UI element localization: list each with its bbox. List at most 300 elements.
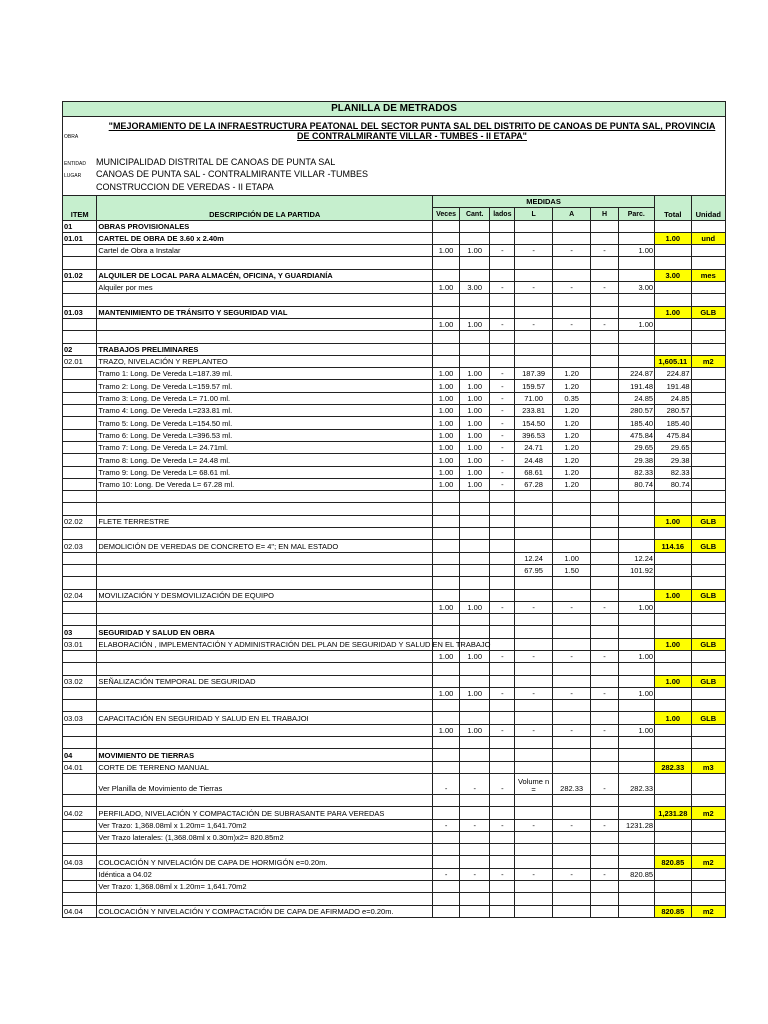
row-h bbox=[591, 700, 618, 712]
row-l: - bbox=[515, 601, 553, 613]
row-a: - bbox=[552, 868, 591, 880]
row-l bbox=[515, 355, 553, 367]
row-veces bbox=[433, 761, 460, 773]
row-l bbox=[515, 503, 553, 515]
row-unidad bbox=[691, 331, 725, 343]
row-lados: - bbox=[490, 282, 515, 294]
row-description: COLOCACIÓN Y NIVELACIÓN DE CAPA DE HORMIGÓN e=0.20m. bbox=[97, 856, 433, 868]
table-row bbox=[63, 650, 726, 662]
row-cant bbox=[460, 269, 490, 281]
row-parc: 1.00 bbox=[618, 724, 655, 736]
row-l bbox=[515, 626, 553, 638]
row-description bbox=[97, 528, 433, 540]
row-parc bbox=[618, 856, 655, 868]
row-cant bbox=[460, 491, 490, 503]
row-l bbox=[515, 712, 553, 724]
row-item: 03.01 bbox=[63, 638, 97, 650]
row-a bbox=[552, 614, 591, 626]
row-lados bbox=[490, 794, 515, 806]
row-parc bbox=[618, 712, 655, 724]
row-a bbox=[552, 700, 591, 712]
row-a bbox=[552, 294, 591, 306]
obra-name: "MEJORAMIENTO DE LA INFRAESTRUCTURA PEATONAL DEL SECTOR PUNTA SAL DEL DISTRITO DE CANOAS DE PUNTA SAL, PROVINCIA DE CONTRALMIRANTE VILLAR - TUMBES - II ETAPA" bbox=[108, 121, 716, 141]
row-description: Idéntica a 04.02 bbox=[97, 868, 433, 880]
row-h bbox=[591, 807, 618, 819]
row-total bbox=[655, 614, 691, 626]
row-parc: 82.33 bbox=[618, 466, 655, 478]
row-description bbox=[97, 318, 433, 330]
row-parc bbox=[618, 220, 655, 232]
row-a: - bbox=[552, 724, 591, 736]
row-description: TRAZO, NIVELACIÓN Y REPLANTEO bbox=[97, 355, 433, 367]
row-h bbox=[591, 466, 618, 478]
row-parc bbox=[618, 343, 655, 355]
row-total bbox=[655, 626, 691, 638]
row-l: 159.57 bbox=[515, 380, 553, 392]
row-h bbox=[591, 614, 618, 626]
row-h bbox=[591, 528, 618, 540]
row-cant: 1.00 bbox=[460, 441, 490, 453]
row-unidad bbox=[691, 466, 725, 478]
row-a: - bbox=[552, 245, 591, 257]
row-parc bbox=[618, 589, 655, 601]
row-l bbox=[515, 614, 553, 626]
row-lados: - bbox=[490, 429, 515, 441]
row-h bbox=[591, 392, 618, 404]
row-l bbox=[515, 577, 553, 589]
row-h: - bbox=[591, 318, 618, 330]
table-row bbox=[63, 405, 726, 417]
row-description bbox=[97, 737, 433, 749]
header-l: L bbox=[515, 208, 553, 220]
row-lados bbox=[490, 220, 515, 232]
row-parc bbox=[618, 232, 655, 244]
table-body bbox=[63, 220, 726, 917]
row-description bbox=[97, 844, 433, 856]
row-l bbox=[515, 749, 553, 761]
info-block bbox=[62, 155, 726, 195]
table-row bbox=[63, 417, 726, 429]
row-lados bbox=[490, 331, 515, 343]
row-a bbox=[552, 675, 591, 687]
row-total: 82.33 bbox=[655, 466, 691, 478]
row-lados: - bbox=[490, 441, 515, 453]
row-item bbox=[63, 552, 97, 564]
row-h bbox=[591, 355, 618, 367]
row-cant: 1.00 bbox=[460, 478, 490, 490]
row-h bbox=[591, 675, 618, 687]
row-unidad bbox=[691, 392, 725, 404]
row-parc bbox=[618, 294, 655, 306]
row-total bbox=[655, 318, 691, 330]
row-total bbox=[655, 724, 691, 736]
row-parc: 12.24 bbox=[618, 552, 655, 564]
row-veces bbox=[433, 257, 460, 269]
row-l: - bbox=[515, 318, 553, 330]
row-item bbox=[63, 429, 97, 441]
row-h bbox=[591, 306, 618, 318]
row-lados bbox=[490, 491, 515, 503]
row-total bbox=[655, 343, 691, 355]
row-h: - bbox=[591, 601, 618, 613]
row-l: 396.53 bbox=[515, 429, 553, 441]
row-a bbox=[552, 528, 591, 540]
row-l: 71.00 bbox=[515, 392, 553, 404]
row-l: 12.24 bbox=[515, 552, 553, 564]
row-parc bbox=[618, 831, 655, 843]
row-cant bbox=[460, 700, 490, 712]
row-a: 1.20 bbox=[552, 405, 591, 417]
row-total bbox=[655, 663, 691, 675]
row-lados bbox=[490, 856, 515, 868]
row-h bbox=[591, 269, 618, 281]
row-cant: 1.00 bbox=[460, 466, 490, 478]
table-row bbox=[63, 478, 726, 490]
row-l: 24.71 bbox=[515, 441, 553, 453]
header-h: H bbox=[591, 208, 618, 220]
row-l: 154.50 bbox=[515, 417, 553, 429]
lugar-value: CANOAS DE PUNTA SAL - CONTRALMIRANTE VILLAR -TUMBES bbox=[96, 169, 369, 179]
row-unidad bbox=[691, 441, 725, 453]
row-h bbox=[591, 429, 618, 441]
row-veces bbox=[433, 893, 460, 905]
row-description bbox=[97, 331, 433, 343]
row-unidad bbox=[691, 528, 725, 540]
row-veces: 1.00 bbox=[433, 687, 460, 699]
row-lados: - bbox=[490, 478, 515, 490]
row-veces bbox=[433, 552, 460, 564]
row-parc: 29.65 bbox=[618, 441, 655, 453]
row-cant bbox=[460, 220, 490, 232]
table-row bbox=[63, 794, 726, 806]
row-parc: 1.00 bbox=[618, 318, 655, 330]
row-a: 1.20 bbox=[552, 429, 591, 441]
row-veces bbox=[433, 528, 460, 540]
row-l bbox=[515, 269, 553, 281]
row-description bbox=[97, 700, 433, 712]
row-l: - bbox=[515, 650, 553, 662]
row-veces bbox=[433, 515, 460, 527]
construccion-row bbox=[63, 181, 725, 193]
row-description: SEGURIDAD Y SALUD EN OBRA bbox=[97, 626, 433, 638]
row-lados bbox=[490, 355, 515, 367]
row-h bbox=[591, 761, 618, 773]
row-a: 0.35 bbox=[552, 392, 591, 404]
row-cant: - bbox=[460, 868, 490, 880]
row-item: 04.01 bbox=[63, 761, 97, 773]
row-description: CARTEL DE OBRA DE 3.60 x 2.40m bbox=[97, 232, 433, 244]
row-a bbox=[552, 893, 591, 905]
row-veces bbox=[433, 905, 460, 917]
row-item bbox=[63, 893, 97, 905]
row-item bbox=[63, 257, 97, 269]
row-parc: 1.00 bbox=[618, 687, 655, 699]
row-parc bbox=[618, 749, 655, 761]
entidad-row bbox=[63, 156, 725, 168]
row-l bbox=[515, 831, 553, 843]
row-h bbox=[591, 503, 618, 515]
row-veces bbox=[433, 564, 460, 576]
row-parc bbox=[618, 528, 655, 540]
row-h bbox=[591, 491, 618, 503]
row-total bbox=[655, 881, 691, 893]
row-parc bbox=[618, 577, 655, 589]
header-row-1 bbox=[63, 196, 726, 208]
row-total bbox=[655, 831, 691, 843]
row-unidad bbox=[691, 564, 725, 576]
row-l: 68.61 bbox=[515, 466, 553, 478]
row-item bbox=[63, 737, 97, 749]
row-veces: - bbox=[433, 773, 460, 794]
row-parc bbox=[618, 844, 655, 856]
table-row bbox=[63, 306, 726, 318]
row-total bbox=[655, 245, 691, 257]
row-cant bbox=[460, 306, 490, 318]
row-total: 1.00 bbox=[655, 589, 691, 601]
row-l: - bbox=[515, 687, 553, 699]
row-h: - bbox=[591, 687, 618, 699]
row-l bbox=[515, 856, 553, 868]
table-row bbox=[63, 761, 726, 773]
row-h bbox=[591, 638, 618, 650]
table-row bbox=[63, 601, 726, 613]
row-unidad bbox=[691, 368, 725, 380]
row-l bbox=[515, 700, 553, 712]
row-lados: - bbox=[490, 392, 515, 404]
table-row bbox=[63, 454, 726, 466]
row-total: 1,605.11 bbox=[655, 355, 691, 367]
row-unidad bbox=[691, 773, 725, 794]
row-item bbox=[63, 881, 97, 893]
row-cant bbox=[460, 614, 490, 626]
row-l bbox=[515, 761, 553, 773]
row-item: 02 bbox=[63, 343, 97, 355]
row-h bbox=[591, 454, 618, 466]
metrados-sheet bbox=[62, 101, 726, 918]
row-total: 191.48 bbox=[655, 380, 691, 392]
row-description: Tramo 7: Long. De Vereda L= 24.71ml. bbox=[97, 441, 433, 453]
row-veces bbox=[433, 491, 460, 503]
row-veces: 1.00 bbox=[433, 417, 460, 429]
row-lados bbox=[490, 700, 515, 712]
row-cant: 1.00 bbox=[460, 687, 490, 699]
row-veces bbox=[433, 355, 460, 367]
row-l: - bbox=[515, 819, 553, 831]
row-cant bbox=[460, 663, 490, 675]
row-a bbox=[552, 737, 591, 749]
table-row bbox=[63, 614, 726, 626]
row-parc bbox=[618, 737, 655, 749]
row-item: 01.01 bbox=[63, 232, 97, 244]
row-parc: 282.33 bbox=[618, 773, 655, 794]
row-cant: 1.00 bbox=[460, 405, 490, 417]
row-total: 1,231.28 bbox=[655, 807, 691, 819]
row-cant bbox=[460, 343, 490, 355]
row-unidad bbox=[691, 380, 725, 392]
row-l bbox=[515, 737, 553, 749]
row-l bbox=[515, 893, 553, 905]
row-h bbox=[591, 589, 618, 601]
row-description bbox=[97, 577, 433, 589]
row-a: 1.20 bbox=[552, 417, 591, 429]
row-unidad bbox=[691, 650, 725, 662]
row-a bbox=[552, 343, 591, 355]
row-l bbox=[515, 220, 553, 232]
row-l bbox=[515, 232, 553, 244]
row-parc: 1.00 bbox=[618, 650, 655, 662]
row-description: PERFILADO, NIVELACIÓN Y COMPACTACIÓN DE SUBRASANTE PARA VEREDAS bbox=[97, 807, 433, 819]
row-a bbox=[552, 663, 591, 675]
row-unidad bbox=[691, 503, 725, 515]
table-row bbox=[63, 466, 726, 478]
row-a: - bbox=[552, 687, 591, 699]
row-cant bbox=[460, 331, 490, 343]
row-veces bbox=[433, 831, 460, 843]
row-unidad: GLB bbox=[691, 515, 725, 527]
table-row bbox=[63, 675, 726, 687]
row-cant bbox=[460, 831, 490, 843]
row-h bbox=[591, 441, 618, 453]
table-row bbox=[63, 589, 726, 601]
row-unidad bbox=[691, 318, 725, 330]
row-h bbox=[591, 737, 618, 749]
row-total: 1.00 bbox=[655, 232, 691, 244]
row-item: 03.02 bbox=[63, 675, 97, 687]
row-a bbox=[552, 749, 591, 761]
row-description bbox=[97, 491, 433, 503]
table-row bbox=[63, 540, 726, 552]
row-cant bbox=[460, 577, 490, 589]
row-item bbox=[63, 601, 97, 613]
row-unidad bbox=[691, 245, 725, 257]
row-cant bbox=[460, 294, 490, 306]
row-h bbox=[591, 405, 618, 417]
row-item bbox=[63, 794, 97, 806]
row-a bbox=[552, 577, 591, 589]
row-veces: 1.00 bbox=[433, 405, 460, 417]
row-unidad: GLB bbox=[691, 638, 725, 650]
table-row bbox=[63, 773, 726, 794]
row-parc bbox=[618, 881, 655, 893]
row-a: 1.00 bbox=[552, 552, 591, 564]
row-parc: 475.84 bbox=[618, 429, 655, 441]
row-cant bbox=[460, 503, 490, 515]
row-unidad bbox=[691, 491, 725, 503]
row-description: MOVIMIENTO DE TIERRAS bbox=[97, 749, 433, 761]
row-description: Ver Trazo: 1,368.08ml x 1.20m= 1,641.70m2 bbox=[97, 819, 433, 831]
row-h bbox=[591, 626, 618, 638]
row-veces bbox=[433, 614, 460, 626]
row-a bbox=[552, 220, 591, 232]
row-total bbox=[655, 220, 691, 232]
row-a: 1.50 bbox=[552, 564, 591, 576]
row-description: DEMOLICIÓN DE VEREDAS DE CONCRETO E= 4"; EN MAL ESTADO bbox=[97, 540, 433, 552]
row-veces bbox=[433, 794, 460, 806]
row-description: MANTENIMIENTO DE TRÁNSITO Y SEGURIDAD VIAL bbox=[97, 306, 433, 318]
row-unidad: GLB bbox=[691, 712, 725, 724]
row-parc bbox=[618, 638, 655, 650]
row-unidad bbox=[691, 417, 725, 429]
row-total bbox=[655, 773, 691, 794]
row-lados bbox=[490, 503, 515, 515]
row-total: 224.87 bbox=[655, 368, 691, 380]
row-total bbox=[655, 577, 691, 589]
row-a bbox=[552, 712, 591, 724]
row-h bbox=[591, 552, 618, 564]
row-veces bbox=[433, 331, 460, 343]
row-unidad bbox=[691, 405, 725, 417]
row-total bbox=[655, 294, 691, 306]
row-lados bbox=[490, 232, 515, 244]
row-lados: - bbox=[490, 466, 515, 478]
entidad-label: ENTIDAD bbox=[64, 161, 86, 167]
row-l: 67.95 bbox=[515, 564, 553, 576]
row-parc bbox=[618, 331, 655, 343]
row-parc: 1231.28 bbox=[618, 819, 655, 831]
row-a bbox=[552, 794, 591, 806]
row-veces: 1.00 bbox=[433, 478, 460, 490]
row-unidad bbox=[691, 552, 725, 564]
table-row bbox=[63, 318, 726, 330]
row-total bbox=[655, 650, 691, 662]
table-row bbox=[63, 528, 726, 540]
row-item bbox=[63, 294, 97, 306]
row-lados: - bbox=[490, 417, 515, 429]
row-a: - bbox=[552, 819, 591, 831]
row-veces: 1.00 bbox=[433, 466, 460, 478]
row-a: - bbox=[552, 282, 591, 294]
row-veces bbox=[433, 503, 460, 515]
row-description: MOVILIZACIÓN Y DESMOVILIZACIÓN DE EQUIPO bbox=[97, 589, 433, 601]
row-description: Tramo 4: Long. De Vereda L=233.81 ml. bbox=[97, 405, 433, 417]
table-row bbox=[63, 663, 726, 675]
row-a bbox=[552, 881, 591, 893]
row-lados bbox=[490, 626, 515, 638]
row-veces bbox=[433, 232, 460, 244]
row-total bbox=[655, 564, 691, 576]
row-total bbox=[655, 257, 691, 269]
row-parc bbox=[618, 626, 655, 638]
row-h bbox=[591, 478, 618, 490]
row-item bbox=[63, 724, 97, 736]
row-total: 1.00 bbox=[655, 675, 691, 687]
row-l bbox=[515, 844, 553, 856]
row-total: 29.38 bbox=[655, 454, 691, 466]
row-l: 24.48 bbox=[515, 454, 553, 466]
row-a bbox=[552, 831, 591, 843]
row-l bbox=[515, 540, 553, 552]
row-l bbox=[515, 331, 553, 343]
table-row bbox=[63, 807, 726, 819]
header-medidas: MEDIDAS bbox=[433, 196, 655, 208]
row-unidad bbox=[691, 844, 725, 856]
row-cant bbox=[460, 528, 490, 540]
row-parc bbox=[618, 491, 655, 503]
row-unidad: m3 bbox=[691, 761, 725, 773]
row-cant: 1.00 bbox=[460, 429, 490, 441]
row-cant bbox=[460, 626, 490, 638]
metrados-table bbox=[62, 195, 726, 918]
row-cant: - bbox=[460, 819, 490, 831]
row-item bbox=[63, 844, 97, 856]
row-item bbox=[63, 454, 97, 466]
table-row bbox=[63, 343, 726, 355]
row-a bbox=[552, 306, 591, 318]
row-parc bbox=[618, 663, 655, 675]
row-lados bbox=[490, 905, 515, 917]
row-unidad: m2 bbox=[691, 807, 725, 819]
row-total: 820.85 bbox=[655, 856, 691, 868]
